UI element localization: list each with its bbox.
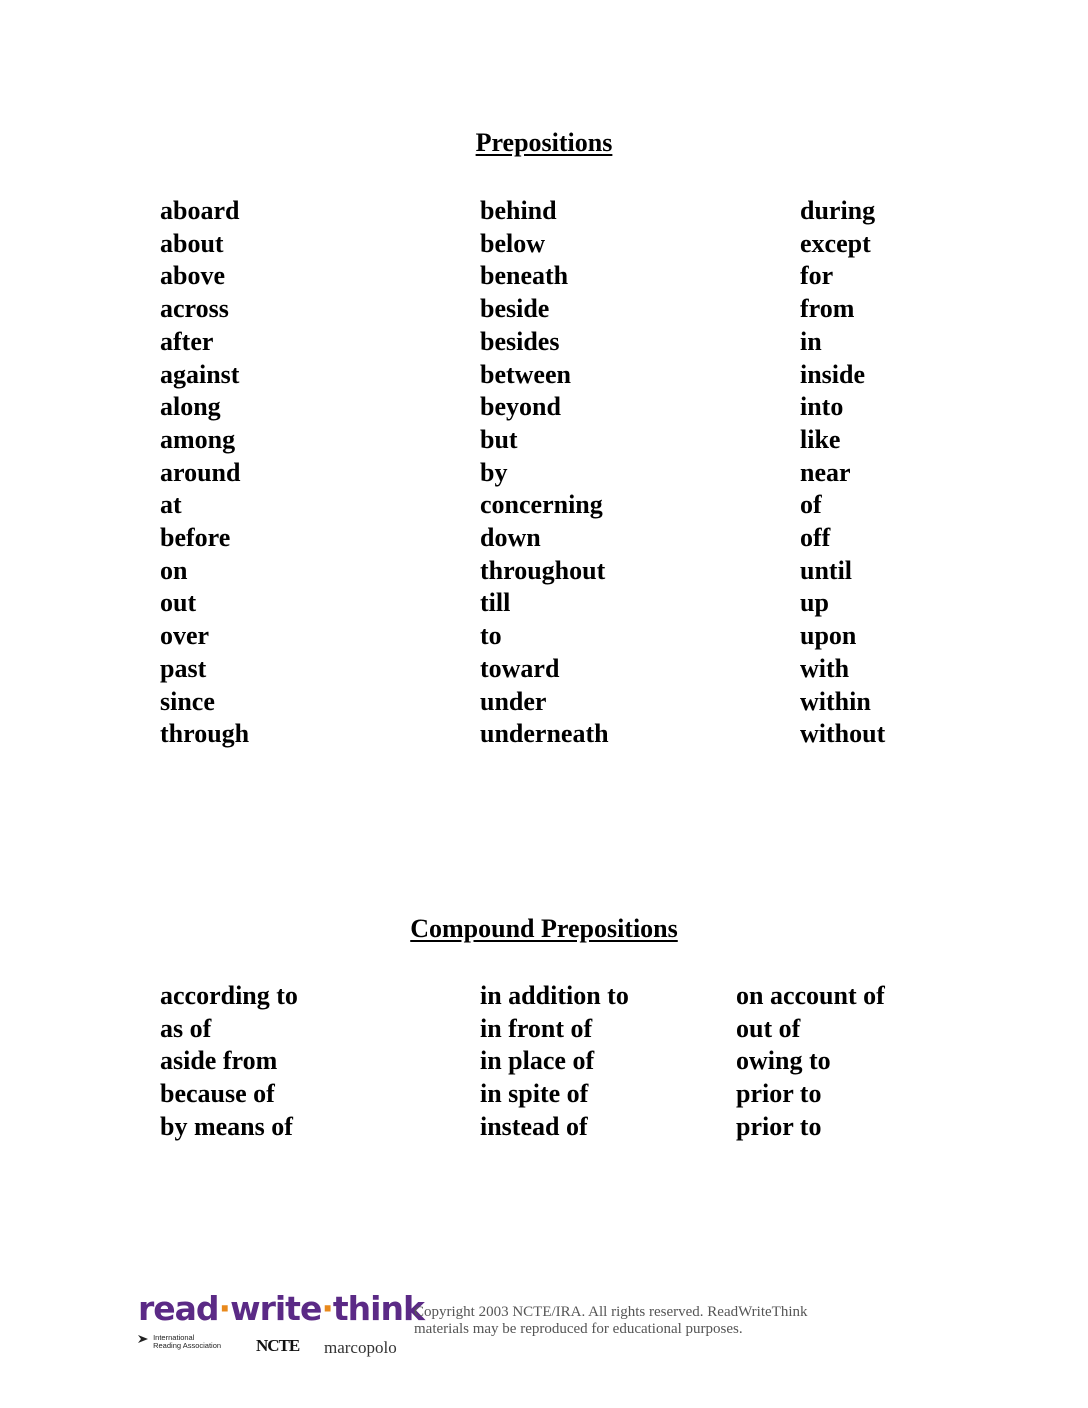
preposition-word: through xyxy=(160,719,250,749)
preposition-word: near xyxy=(800,457,851,487)
preposition-word: during xyxy=(800,196,876,225)
preposition-word: over xyxy=(160,621,210,651)
compound-prepositions-heading: Compound Prepositions xyxy=(410,914,678,943)
preposition-word: around xyxy=(160,457,241,487)
marcopolo-logo: marcopolo xyxy=(324,1338,397,1357)
preposition-word: without xyxy=(800,719,886,749)
prepositions-column-3 xyxy=(800,195,885,751)
preposition-word: beyond xyxy=(480,392,561,422)
preposition-word: after xyxy=(160,326,214,356)
preposition-word: down xyxy=(480,523,541,553)
preposition-word: in xyxy=(800,326,822,356)
preposition-word: against xyxy=(160,359,240,389)
prepositions-heading: Prepositions xyxy=(475,128,613,157)
preposition-word: upon xyxy=(800,621,857,651)
compound-preposition: by means of xyxy=(160,1111,293,1141)
preposition-word: till xyxy=(480,588,511,618)
preposition-word: off xyxy=(800,523,831,553)
copyright-notice: Copyright 2003 NCTE/IRA. All rights reserved. ReadWriteThink materials may be reproduced for educational purposes. xyxy=(414,1304,808,1337)
ira-logo: International Reading Association xyxy=(138,1334,221,1356)
preposition-word: about xyxy=(160,228,224,258)
compound-preposition: in front of xyxy=(480,1013,593,1043)
preposition-word: under xyxy=(480,686,547,716)
preposition-word: above xyxy=(160,261,225,291)
compound-preposition: in addition to xyxy=(480,981,629,1010)
preposition-word: underneath xyxy=(480,719,609,749)
compound-preposition: out of xyxy=(736,1013,801,1043)
preposition-word: to xyxy=(480,621,502,651)
preposition-word: like xyxy=(800,424,841,454)
preposition-word: inside xyxy=(800,359,866,389)
preposition-word: behind xyxy=(480,196,557,225)
preposition-word: since xyxy=(160,686,215,716)
preposition-word: but xyxy=(480,424,518,454)
preposition-word: for xyxy=(800,261,834,291)
compound-preposition: because of xyxy=(160,1079,275,1109)
compound-column-1 xyxy=(160,980,298,1144)
compound-preposition: on account of xyxy=(736,981,885,1010)
preposition-word: until xyxy=(800,555,853,585)
preposition-word: along xyxy=(160,392,221,422)
preposition-word: from xyxy=(800,294,855,324)
preposition-word: within xyxy=(800,686,871,716)
preposition-word: aboard xyxy=(160,196,240,225)
preposition-word: up xyxy=(800,588,829,618)
preposition-word: of xyxy=(800,490,822,520)
preposition-word: out xyxy=(160,588,197,618)
compound-preposition: according to xyxy=(160,981,298,1010)
compound-preposition: aside from xyxy=(160,1046,278,1076)
preposition-word: below xyxy=(480,228,545,258)
compound-preposition: owing to xyxy=(736,1046,831,1076)
prepositions-column-1 xyxy=(160,195,249,751)
preposition-word: throughout xyxy=(480,555,606,585)
prepositions-column-2 xyxy=(480,195,609,751)
preposition-word: on xyxy=(160,555,188,585)
preposition-word: besides xyxy=(480,326,560,356)
preposition-word: toward xyxy=(480,653,560,683)
preposition-word: across xyxy=(160,294,229,324)
readwritethink-logo xyxy=(138,1289,424,1360)
preposition-word: into xyxy=(800,392,844,422)
preposition-word: except xyxy=(800,228,871,258)
ncte-logo: NCTE xyxy=(256,1336,300,1355)
compound-column-2 xyxy=(480,980,629,1144)
preposition-word: with xyxy=(800,653,850,683)
preposition-word: at xyxy=(160,490,182,520)
compound-preposition: prior to xyxy=(736,1079,822,1109)
footer xyxy=(138,1290,918,1360)
compound-preposition: as of xyxy=(160,1013,212,1043)
compound-preposition: prior to xyxy=(736,1111,822,1141)
compound-preposition: in spite of xyxy=(480,1079,589,1109)
compound-preposition: instead of xyxy=(480,1111,588,1141)
preposition-word: between xyxy=(480,359,571,389)
preposition-word: beside xyxy=(480,294,550,324)
compound-column-3 xyxy=(736,980,885,1144)
logo-wordmark: read·write·think xyxy=(138,1289,424,1328)
compound-preposition: in place of xyxy=(480,1046,595,1076)
preposition-word: before xyxy=(160,523,231,553)
preposition-word: concerning xyxy=(480,490,603,520)
preposition-word: by xyxy=(480,457,508,487)
preposition-word: among xyxy=(160,424,236,454)
preposition-word: beneath xyxy=(480,261,569,291)
ira-arrow-icon xyxy=(138,1334,148,1344)
preposition-word: past xyxy=(160,653,207,683)
